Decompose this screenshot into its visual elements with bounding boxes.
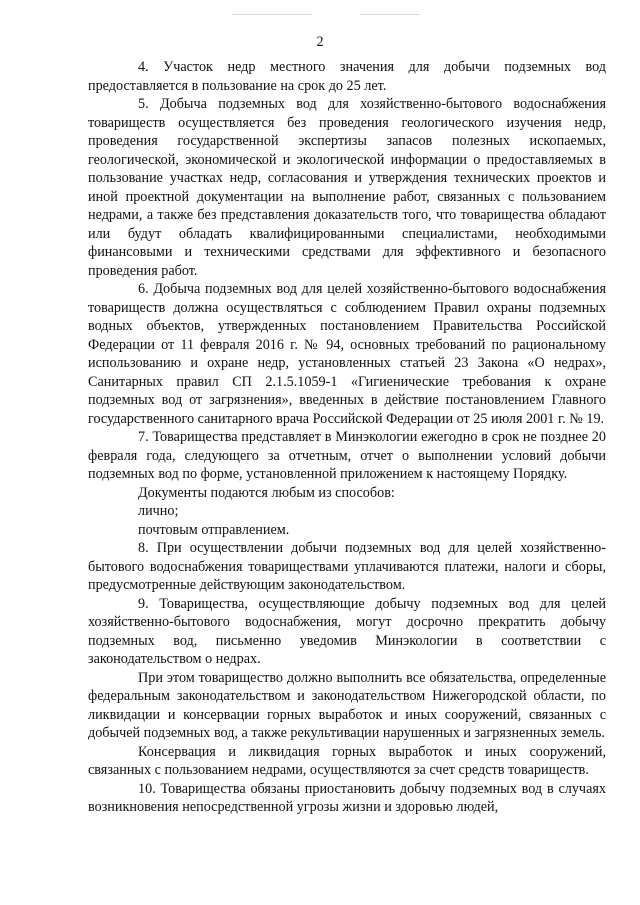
paragraph-submission-methods: Документы подаются любым из способов: [138,484,395,501]
paragraph-5: 5. Добыча подземных вод для хозяйственно-бытового водоснабжения товариществ осуществляется без проведения геологического изучения недр, проведения государственной экспертизы запасов полезных ископаемых, геологической, экономической и экологической информации о предоставляемых в пользование участках недр, согласования и утверждения технических проектов и иной проектной документации на выполнение работ, связанных с пользованием недрами, а также без представления доказательств того, что товарищества обладают или будут обладать квалифицированными специалистами, необходимыми финансовыми и техническими средствами для эффективного и безопасного проведения работ. [88,96,606,279]
paragraph-7: 7. Товарищества представляет в Минэкологии ежегодно в срок не позднее 20 февраля года, следующего за отчетным, отчет о выполнении условий добычи подземных вод по форме, установленной приложением к настоящему Порядку. [88,429,606,482]
paragraph-10: 10. Товарищества обязаны приостановить добычу подземных вод в случаях возникновения непосредственной угрозы жизни и здоровью людей, [88,780,606,815]
paragraph-obligations: При этом товарищество должно выполнить все обязательства, определенные федеральным законодательством и законодательством Нижегородской области, по ликвидации и консервации горных выработок и иных сооружений, связанных с добычей подземных вод, а также рекультивации нарушенных и загрязненных земель. [88,669,606,741]
paragraph-9: 9. Товарищества, осуществляющие добычу подземных вод для целей хозяйственно-бытового водоснабжения, могут досрочно прекратить добычу подземных вод, письменно уведомив Минэкологии в соответствии с законодательством о недрах. [88,595,606,667]
scan-artifact-line [360,14,420,15]
paragraph-6: 6. Добыча подземных вод для целей хозяйственно-бытового водоснабжения товариществ должна осуществляться с соблюдением Правил охраны подземных водных объектов, утвержденных постановлением Правительства Российской Федерации от 11 февраля 2016 г. № 94, основных требований по рациональному использованию и охране недр, установленных статьей 23 Закона «О недрах», Санитарных правил СП 2.1.5.1059-1 «Гигиенические требования к охране подземных вод от загрязнения», введенных в действие постановлением Главного государственного санитарного врача Российской Федерации от 25 июля 2001 г. № 19. [88,281,606,427]
paragraph-8: 8. При осуществлении добычи подземных вод для целей хозяйственно-бытового водоснабжения товариществами уплачиваются платежи, налоги и сборы, предусмотренные действующим законодательством. [88,540,606,593]
scan-artifact-line [232,14,312,15]
paragraph-by-mail: почтовым отправлением. [138,521,290,538]
page-number: 2 [316,34,324,50]
paragraph-in-person: лично; [138,503,179,519]
paragraph-4: 4. Участок недр местного значения для добычи подземных вод предоставляется в пользование на срок до 25 лет. [88,59,606,94]
document-body [88,58,606,817]
paragraph-conservation: Консервация и ликвидация горных выработок и иных сооружений, связанных с пользованием недрами, осуществляются за счет средств товариществ. [88,743,606,778]
